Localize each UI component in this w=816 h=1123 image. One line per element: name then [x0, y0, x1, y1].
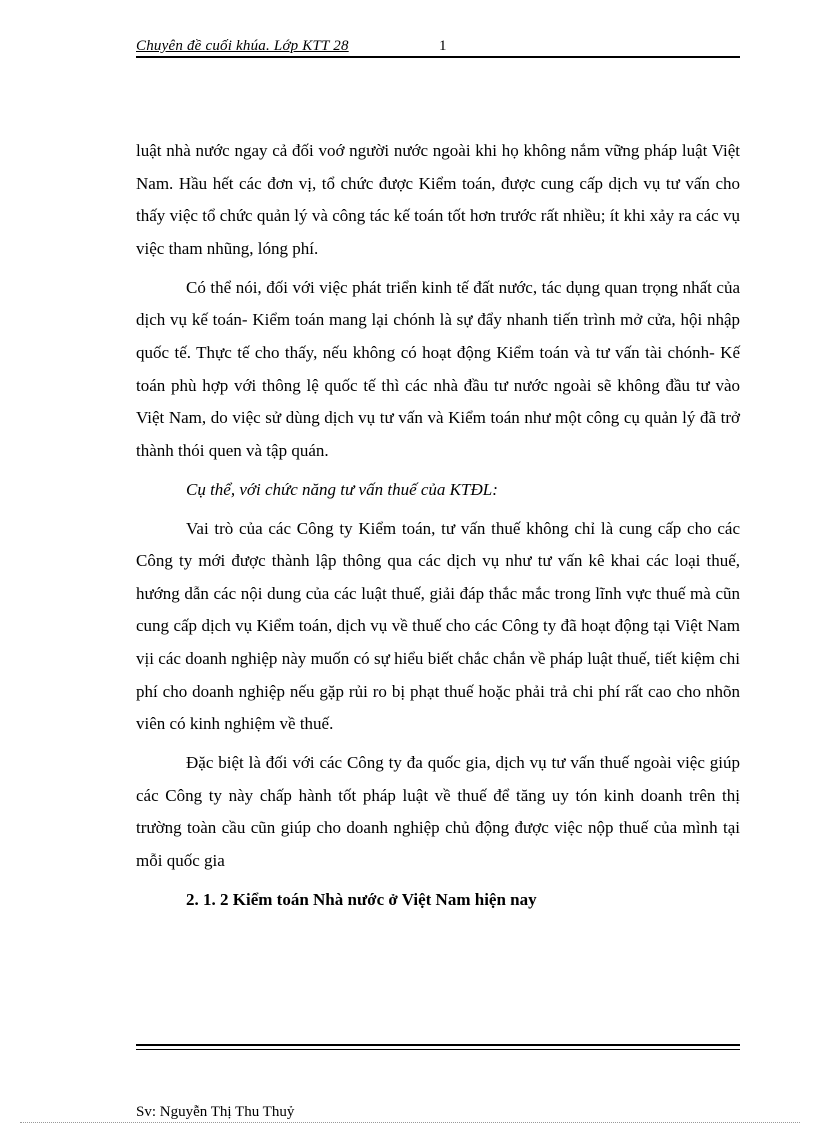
footer-author: Sv: Nguyễn Thị Thu Thuỷ: [136, 1104, 295, 1120]
header-title: Chuyên đề cuối khúa. Lớp KTT 28: [136, 38, 349, 54]
document-body: [136, 135, 740, 923]
page-number: 1: [439, 38, 447, 54]
header-divider: [136, 56, 740, 58]
paragraph-1: luật nhà nước ngay cả đối voớ người nước ngoài khi họ không nắm vững pháp luật Việt Nam. Hầu hết các đơn vị, tổ chức được Kiểm toán, được cung cấp dịch vụ tư vấn cho thấy việc tổ chức quản lý và công tác kế toán tốt hơn trước rất nhiều; ít khi xảy ra các vụ việc tham nhũng, lóng phí.: [136, 141, 740, 258]
paragraph-4: Vai trò của các Công ty Kiểm toán, tư vấn thuế không chỉ là cung cấp cho các Công ty mới được thành lập thông qua các dịch vụ như tư vấn kê khai các loại thuế, hướng dẫn các nội dung của các luật thuế, giải đáp thắc mắc trong lĩnh vực thuế mà cũn cung cấp dịch vụ Kiểm toán, dịch vụ về thuế cho các Công ty đã hoạt động tại Việt Nam vịi các doanh nghiệp này muốn có sự hiểu biết chắc chắn về pháp luật thuế, tiết kiệm chi phí cho doanh nghiệp nếu gặp rủi ro bị phạt thuế hoặc phải trả chi phí rất cao cho nhõn viên có kinh nghiệm về thuế.: [136, 518, 740, 734]
page-header: [136, 38, 740, 58]
paragraph-3-italic-intro: Cụ thể, với chức năng tư vấn thuế của KTĐL:: [186, 479, 498, 499]
paragraph-5: Đặc biệt là đối với các Công ty đa quốc gia, dịch vụ tư vấn thuế ngoài việc giúp các Công ty này chấp hành tốt pháp luật về thuế để tăng uy tón kinh doanh trên thị trường toàn cầu cũn giúp cho doanh nghiệp chủ động được việc nộp thuế của mình tại mỗi quốc gia: [136, 753, 740, 871]
footer-divider-thick: [136, 1044, 740, 1046]
section-heading: 2. 1. 2 Kiểm toán Nhà nước ở Việt Nam hiện nay: [186, 890, 537, 910]
footer-divider-thin: [136, 1049, 740, 1050]
paragraph-2: Có thể nói, đối với việc phát triển kinh tế đất nước, tác dụng quan trọng nhất của dịch vụ kế toán- Kiểm toán mang lại chónh là sự đẩy nhanh tiến trình mở cửa, hội nhập quốc tế. Thực tế cho thấy, nếu không có hoạt động Kiểm toán và tư vấn tài chónh- Kế toán phù hợp với thông lệ quốc tế thì các nhà đầu tư nước ngoài sẽ không đầu tư vào Việt Nam, do việc sử dùng dịch vụ tư vấn và Kiểm toán như một công cụ quản lý đã trở thành thói quen và tập quán.: [136, 277, 740, 460]
